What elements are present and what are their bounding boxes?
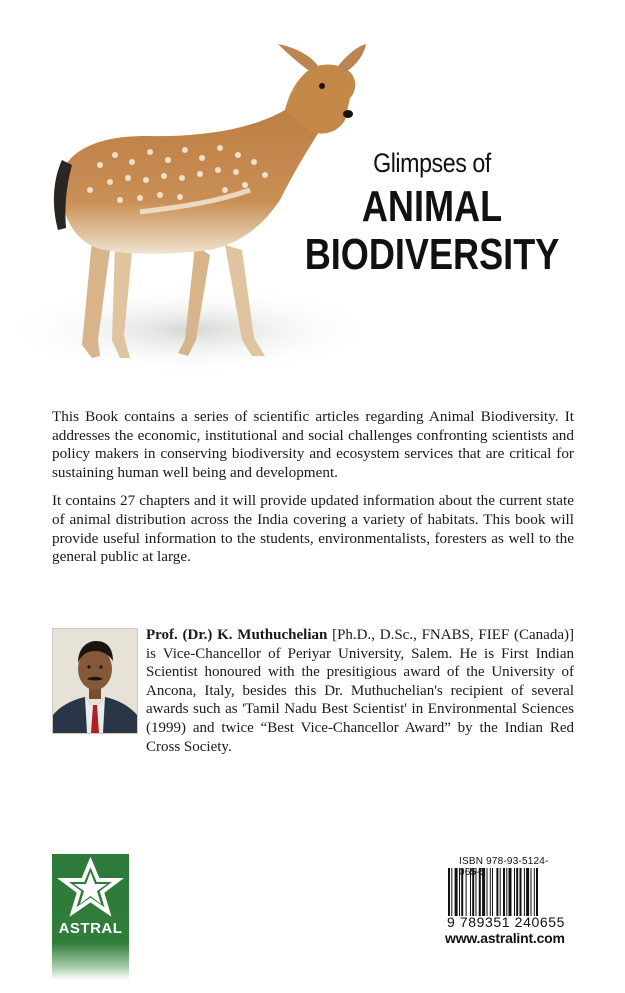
barcode-bar (503, 868, 505, 916)
barcode-bar (466, 868, 467, 916)
barcode-bar (534, 868, 535, 916)
title-line-3: BIODIVERSITY (304, 230, 560, 279)
barcode-bar (470, 868, 471, 916)
barcode-bar (524, 868, 525, 916)
barcode-bar (520, 868, 522, 916)
barcode-bar (509, 868, 512, 916)
barcode-bar (487, 868, 488, 916)
barcode-bar (472, 868, 474, 916)
barcode-bar (514, 868, 515, 916)
barcode-bar (492, 868, 493, 916)
barcode-bar (448, 868, 450, 916)
author-photo (52, 628, 138, 734)
title-line-1: Glimpses of (373, 148, 491, 178)
barcode-bar (496, 868, 498, 916)
barcode-bar (476, 868, 477, 916)
author-bio-text: [Ph.D., D.Sc., FNABS, FIEF (Canada)] is Vice-Chancellor of Periyar University, Salem. He is First Indian Scientist honoured with the presitigious award of the University of Ancona, Italy, besides this Dr. Muthuchelian's recipient of several awards such as 'Tamil Nadu Best Scientist' in Environmental Sciences (1999) and twice “Best Vice-Chancellor Award” by the Indian Red Cross Society. (146, 627, 574, 755)
barcode-bar (531, 868, 532, 916)
barcode-bar (516, 868, 518, 916)
publisher-logo-text: ASTRAL (58, 920, 123, 937)
barcode-digits: 9 789351 240655 (447, 914, 565, 930)
description-paragraph-2: It contains 27 chapters and it will provide updated information about the current state of animal distribution across the India covering a variety of habitats. This book will provide useful information to the students, environmentalists, foresters as well to the general public at large. (52, 492, 574, 566)
barcode-bar (500, 868, 501, 916)
barcode-bar (482, 868, 485, 916)
publisher-website: www.astralint.com (445, 930, 565, 946)
barcode-bar (536, 868, 538, 916)
barcode-bar (526, 868, 529, 916)
barcode-bar (461, 868, 463, 916)
book-title (262, 148, 602, 279)
barcode-bar (459, 868, 460, 916)
publisher-logo (52, 854, 129, 980)
barcode-bar (490, 868, 491, 916)
book-description (52, 408, 574, 577)
author-name: Prof. (Dr.) K. Muthuchelian (146, 627, 328, 643)
title-line-2: ANIMAL (361, 182, 503, 231)
barcode-bar (479, 868, 481, 916)
barcode-bar (506, 868, 507, 916)
barcode-bar (451, 868, 452, 916)
description-paragraph-1: This Book contains a series of scientific articles regarding Animal Biodiversity. It addresses the economic, institutional and social challenges confronting scientists and policy makers in conserving biodiversity and ecosystem services that are critical for sustaining human well being and development. (52, 408, 574, 481)
barcode (448, 868, 568, 916)
author-bio (146, 626, 574, 756)
isbn-label: ISBN 978-93-5124-065-5 (459, 856, 549, 878)
star-icon (52, 854, 129, 920)
barcode-bar (455, 868, 458, 916)
